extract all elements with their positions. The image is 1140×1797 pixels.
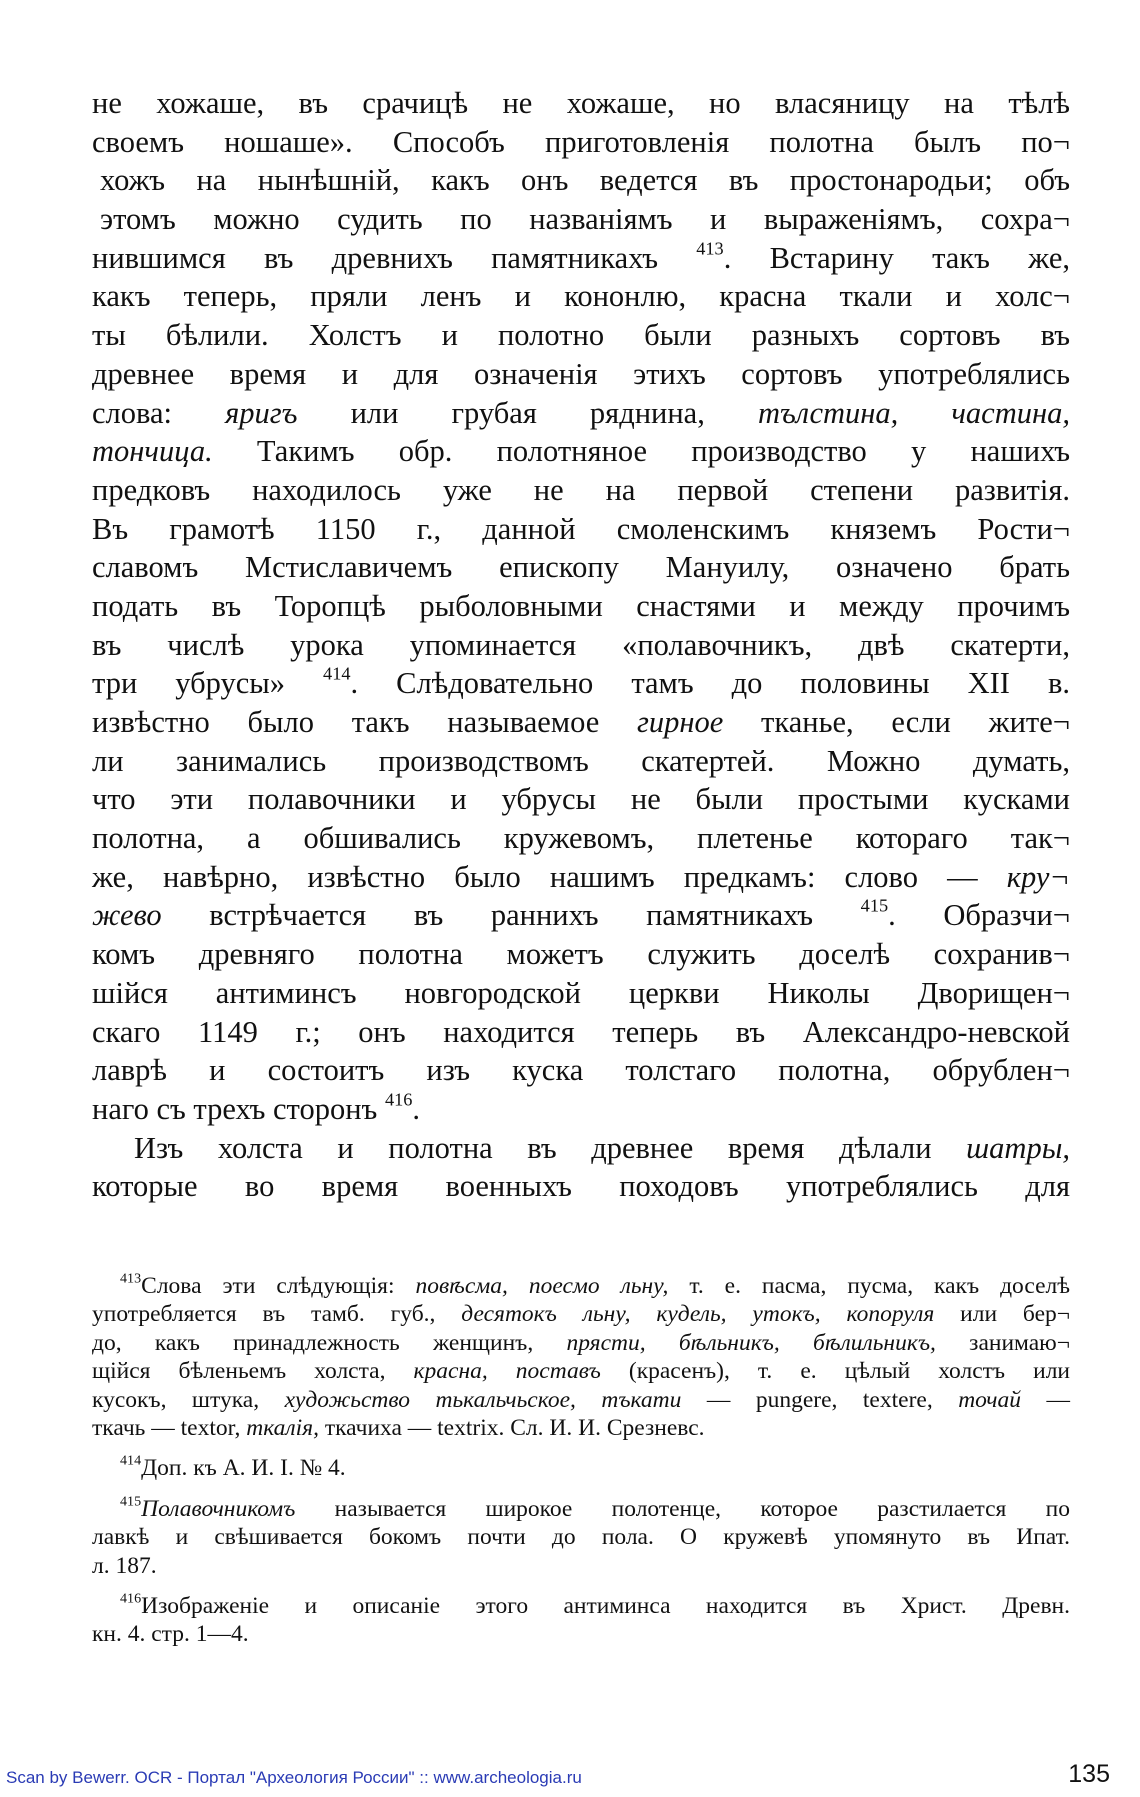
italic-term: точай [958, 1386, 1022, 1413]
body-line: своемъ ношаше». Способъ приготовленія полотна былъ по¬ [92, 124, 1070, 159]
italic-term: шатры, [966, 1130, 1070, 1165]
body-line: хожъ на нынѣшній, какъ онъ ведется въ простонародьи; объ [100, 163, 1070, 198]
footnote-ref: 413 [696, 238, 724, 259]
footnote [92, 1495, 1070, 1580]
footnote-line: л. 187. [92, 1552, 157, 1579]
body-line: шійся антиминсъ новгородской церкви Николы Дворищен¬ [92, 975, 1070, 1010]
italic-term: тълстина, [757, 395, 899, 430]
footnotes [92, 1272, 1070, 1661]
footnote-ref: 416 [120, 1590, 142, 1607]
italic-term: ткалія, [246, 1414, 319, 1441]
body-line: древнее время и для означенія этихъ сортовъ употреблялись [92, 356, 1070, 391]
body-line: этомъ можно судить по названіямъ и выраженіямъ, сохра¬ [100, 202, 1070, 237]
body-line: нившимся въ древнихъ памятникахъ $^{413}$. Встарину такъ же, [92, 238, 1070, 275]
footnote-ref: 415 [120, 1493, 142, 1510]
footnote-line: ткачь — textor, ткалія, ткачиха — textrix. Сл. И. И. Срезневс. [92, 1414, 705, 1441]
body-line: наго съ трехъ сторонъ $^{416}$. [92, 1089, 420, 1126]
italic-term: гирное [636, 705, 724, 739]
footnote [92, 1272, 1070, 1442]
scan-credit: Scan by Bewerr. OCR - Портал "Археология России" :: www.archeologia.ru [6, 1768, 582, 1787]
body-line: не хожаше, въ срачицѣ не хожаше, но власяницу на тѣлѣ [92, 86, 1070, 120]
body-line: же, навѣрно, извѣстно было нашимъ предкамъ: слово — кру¬ [92, 859, 1070, 894]
footnote-line: $^{416}$Изображеніе и описаніе этого антиминса находится въ Христ. Древн. [120, 1590, 1070, 1619]
footnote-ref: 413 [120, 1270, 142, 1287]
italic-term: жево [92, 898, 162, 933]
body-line: комъ древняго полотна можетъ служить доселѣ сохранив¬ [92, 937, 1070, 972]
footnote-line: $^{413}$Слова эти слѣдующія: повѣсма, поесмо льну, т. е. пасма, пусма, какъ доселѣ [120, 1270, 1070, 1299]
body-line: слова: яригъ или грубая ряднина, тълстина, частина, [92, 395, 1070, 430]
page-number: 135 [1068, 1760, 1110, 1788]
footnote-ref: 414 [120, 1452, 142, 1469]
body-line: извѣстно было такъ называемое гирное тканье, если жите¬ [92, 705, 1070, 739]
italic-term: кру¬ [1006, 859, 1070, 894]
body-line: тончица. Такимъ обр. полотняное производство у нашихъ [92, 434, 1070, 469]
italic-term: художьство тькальчьское, тъкати [284, 1386, 682, 1413]
italic-term: Полавочникомъ [141, 1495, 296, 1522]
body-line: которые во время военныхъ походовъ употреблялись для [92, 1169, 1070, 1204]
body-line: въ числѣ урока упоминается «полавочникъ, двѣ скатерти, [92, 627, 1070, 662]
body-line: Въ грамотѣ 1150 г., данной смоленскимъ княземъ Рости¬ [92, 511, 1070, 546]
body-line: Изъ холста и полотна въ древнее время дѣлали шатры, [134, 1130, 1070, 1165]
body-line: скаго 1149 г.; онъ находится теперь въ Александро-невской [92, 1014, 1070, 1049]
body-line: что эти полавочники и убрусы не были простыми кусками [92, 782, 1070, 817]
footnote-ref: 416 [384, 1089, 413, 1110]
italic-term: тончица. [92, 434, 213, 469]
body-line: ли занимались производствомъ скатертей. Можно думать, [92, 743, 1070, 778]
body-line: ты бѣлили. Холстъ и полотно были разныхъ сортовъ въ [92, 318, 1070, 353]
body-line: славомъ Мстиславичемъ епископу Мануилу, означено брать [92, 550, 1070, 585]
body-line: полотна, а обшивались кружевомъ, плетенье котораго так¬ [92, 821, 1070, 856]
main-text [92, 84, 1070, 1206]
body-line: какъ теперь, пряли ленъ и кононлю, красна ткали и холс¬ [92, 279, 1070, 314]
body-line: подать въ Торопцѣ рыболовными снастями и между прочимъ [92, 588, 1070, 623]
footnote-line: $^{414}$Доп. къ А. И. I. № 4. [120, 1452, 346, 1482]
body-line: жево встрѣчается въ раннихъ памятникахъ $^{415}$. Образчи¬ [92, 895, 1070, 933]
footnote-line: лавкѣ и свѣшивается бокомъ почти до пола. О кружевѣ упомянуто въ Ипат. [92, 1524, 1070, 1551]
footnote-line: кусокъ, штука, художьство тькальчьское, тъкати — pungere, textere, точай — [92, 1386, 1070, 1413]
footnote-ref: 415 [860, 895, 889, 916]
italic-term: десятокъ льну, кудель, утокъ, копоруля [461, 1301, 935, 1328]
body-line: лаврѣ и состоитъ изъ куска толстаго полотна, обрублен¬ [92, 1053, 1070, 1088]
footnote [92, 1454, 1070, 1482]
footnote-line: щійся бѣленьемъ холста, красна, поставъ (красенъ), т. е. цѣлый холстъ или [92, 1358, 1070, 1385]
body-line: предковъ находилось уже не на первой степени развитія. [92, 472, 1070, 507]
italic-term: повѣсма, поесмо льну, [415, 1273, 669, 1299]
italic-term: прясти, бѣльникъ, бѣлильникъ, [566, 1329, 936, 1356]
italic-term: красна, поставъ [413, 1358, 601, 1385]
body-line: три убрусы» $^{414}$. Слѣдовательно тамъ до половины XII в. [92, 663, 1070, 701]
footnote-line: до, какъ принадлежность женщинъ, прясти, бѣльникъ, бѣлильникъ, занимаю¬ [92, 1329, 1070, 1356]
italic-term: частина, [951, 395, 1070, 430]
italic-term: яригъ [225, 395, 298, 430]
footnote-line: кн. 4. стр. 1—4. [92, 1621, 249, 1648]
footnote-line: $^{415}$Полавочникомъ называется широкое полотенце, которое разстилается по [120, 1493, 1070, 1522]
footnote [92, 1592, 1070, 1649]
footnote-ref: 414 [323, 663, 351, 684]
footnote-line: употребляется въ тамб. губ., десятокъ льну, кудель, утокъ, копоруля или бер¬ [92, 1301, 1070, 1328]
